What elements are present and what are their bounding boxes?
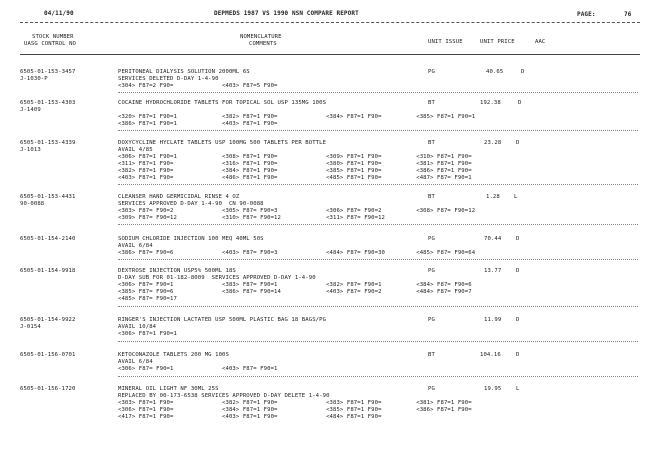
record-divider (118, 184, 638, 185)
record-unit-issue: PG (428, 268, 435, 274)
record-line: <386> F87= F90=6 <403> F87= F90=3 <484> F87= F90=30 <485> F87= F90=64 (118, 250, 476, 256)
record-unit-issue: BT (428, 194, 435, 200)
column-rule (20, 54, 640, 55)
record-line: AVAIL 6/84 (118, 243, 153, 249)
record-line: <386> F87=1 F90=1 <403> F87=1 F90= (118, 121, 278, 127)
record-nsn: 6505-01-154-9918 (20, 268, 76, 274)
report-date: 04/11/90 (44, 10, 74, 17)
record-line: <311> F87=1 F90= <316> F87=1 F90= <380> F87=1 F90= <381> F87=1 F90= (118, 161, 472, 167)
record-aac: L (516, 386, 520, 392)
record-line: KETOCONAZOLE TABLETS 200 MG 100S (118, 352, 229, 358)
record-nsn: 6505-01-154-2140 (20, 236, 76, 242)
page-number: 76 (624, 11, 632, 18)
record-nsn: 6505-01-156-1720 (20, 386, 76, 392)
record-line: <303> F87= F90=2 <305> F87= F90=3 <306> F87= F90=2 <308> F87= F90=12 (118, 208, 476, 214)
record-line: PERITONEAL DIALYSIS SOLUTION 2000ML 6S (118, 69, 250, 75)
record-line: DOXYCYCLINE HYCLATE TABLETS USP 100MG 500 TABLETS PER BOTTLE (118, 140, 327, 146)
record-line: DEXTROSE INJECTION USP5% 500ML 18S (118, 268, 236, 274)
record-divider (118, 259, 638, 260)
col-comments: COMMENTS (249, 41, 277, 47)
record-unit-price: 192.38 (480, 100, 501, 106)
record-aac: D (516, 352, 520, 358)
record-control-no: J-1409 (20, 107, 41, 113)
record-nsn: 6505-01-156-0701 (20, 352, 76, 358)
record-unit-price: 104.16 (480, 352, 501, 358)
record-unit-price: 19.95 (484, 386, 502, 392)
record-line: <306> F87=1 F90=1 (118, 331, 177, 337)
record-control-no: J-1013 (20, 147, 41, 153)
record-line: <309> F87= F90=12 <310> F87= F90=12 <311> F87= F90=12 (118, 215, 386, 221)
record-line: COCAINE HYDROCHLORIDE TABLETS FOR TOPICAL SOL USP 135MG 100S (118, 100, 327, 106)
record-unit-issue: BT (428, 352, 435, 358)
record-nsn: 6505-01-153-4303 (20, 100, 76, 106)
record-control-no: 90-0088 (20, 201, 45, 207)
header-rule (20, 22, 640, 23)
record-unit-issue: PG (428, 69, 435, 75)
record-line: <304> F87=2 F90= <403> F87=5 F90= (118, 83, 278, 89)
record-aac: L (514, 194, 518, 200)
col-nomenclature: NOMENCLATURE (240, 34, 282, 40)
record-line: <320> F87=1 F90=1 <382> F87=1 F90= <384> F87=1 F90= <385> F87=1 F90=1 (118, 114, 476, 120)
record-line: SERVICES DELETED D-DAY 1-4-90 (118, 76, 219, 82)
record-divider (118, 306, 638, 307)
record-line: AVAIL 10/84 (118, 324, 157, 330)
record-aac: D (516, 317, 520, 323)
record-line: SODIUM CHLORIDE INJECTION 100 MEQ 40ML 50S (118, 236, 264, 242)
col-stock-number: STOCK NUMBER (32, 34, 74, 40)
record-line: MINERAL OIL LIGHT NF 30ML 25S (118, 386, 219, 392)
record-unit-price: 1.28 (486, 194, 500, 200)
record-line: REPLACED BY 00-173-6538 SERVICES APPROVED D-DAY DELETE 1-4-90 (118, 393, 330, 399)
record-unit-price: 23.28 (484, 140, 502, 146)
record-line: <485> F87= F90=17 (118, 296, 177, 302)
record-unit-issue: PG (428, 386, 435, 392)
record-line: <403> F87=1 F90= <486> F87=1 F90= <485> F87=1 F90= <487> F87= F90=1 (118, 175, 472, 181)
record-line: AVAIL 4/85 (118, 147, 153, 153)
record-line: <382> F87=1 F90= <384> F87=1 F90= <385> F87=1 F90= <386> F87=1 F90= (118, 168, 472, 174)
record-divider (118, 130, 638, 131)
record-line: <306> F87= F90=1 <383> F87= F90=1 <382> F87= F90=1 <384> F87= F90=6 (118, 282, 472, 288)
record-line: CLEANSER HAND GERMICIDAL RINSE 4 OZ (118, 194, 240, 200)
record-unit-price: 11.99 (484, 317, 502, 323)
record-line: SERVICES APPROVED D-DAY 1-4-90 CN 90-0088 (118, 201, 264, 207)
report-title: DEPMEDS 1987 VS 1990 NSN COMPARE REPORT (214, 10, 359, 17)
record-aac: D (516, 268, 520, 274)
record-unit-issue: PG (428, 236, 435, 242)
record-aac: D (516, 236, 520, 242)
record-unit-issue: BT (428, 100, 435, 106)
col-control-no: UASG CONTROL NO (24, 41, 77, 47)
record-line: <306> F87=1 F90= <384> F87=1 F90= <385> F87=1 F90= <386> F87=1 F90= (118, 407, 472, 413)
col-unit-issue: UNIT ISSUE (428, 39, 463, 45)
record-divider (118, 92, 638, 93)
record-line: <303> F87=1 F90= <382> F87=1 F90= <383> F87=1 F90= <381> F87=1 F90= (118, 400, 472, 406)
page-label: PAGE: (577, 11, 596, 18)
record-aac: D (516, 140, 520, 146)
record-nsn: 6505-01-153-4339 (20, 140, 76, 146)
record-control-no: J-1030-P (20, 76, 48, 82)
record-unit-issue: BT (428, 140, 435, 146)
record-line: <306> F87=1 F90=1 <308> F87=1 F90= <309> F87=1 F90= <310> F87=1 F90= (118, 154, 472, 160)
record-line: <306> F87= F90=1 <403> F87= F90=1 (118, 366, 278, 372)
record-divider (118, 341, 638, 342)
record-divider (118, 376, 638, 377)
record-line: <385> F87= F90=6 <386> F87= F90=14 <403> F87= F90=2 <484> F87= F90=7 (118, 289, 472, 295)
record-control-no: J-0154 (20, 324, 41, 330)
record-nsn: 6505-01-153-4431 (20, 194, 76, 200)
record-divider (118, 224, 638, 225)
record-line: AVAIL 6/84 (118, 359, 153, 365)
record-line: RINGER'S INJECTION LACTATED USP 500ML PLASTIC BAG 18 BAGS/PG (118, 317, 327, 323)
record-aac: D (518, 100, 522, 106)
col-unit-price: UNIT PRICE (480, 39, 515, 45)
record-aac: D (521, 69, 525, 75)
record-line: <417> F87=1 F90= <403> F87=1 F90= <484> F87=1 F90= (118, 414, 382, 420)
record-unit-price: 70.44 (484, 236, 502, 242)
col-aac: AAC (535, 39, 546, 45)
record-line: D-DAY SUB FOR 01-182-8009 SERVICES APPROVED D-DAY 1-4-90 (118, 275, 316, 281)
record-unit-price: 40.65 (486, 69, 504, 75)
record-nsn: 6505-01-153-3457 (20, 69, 76, 75)
record-unit-price: 13.77 (484, 268, 502, 274)
record-nsn: 6505-01-154-9922 (20, 317, 76, 323)
record-unit-issue: PG (428, 317, 435, 323)
